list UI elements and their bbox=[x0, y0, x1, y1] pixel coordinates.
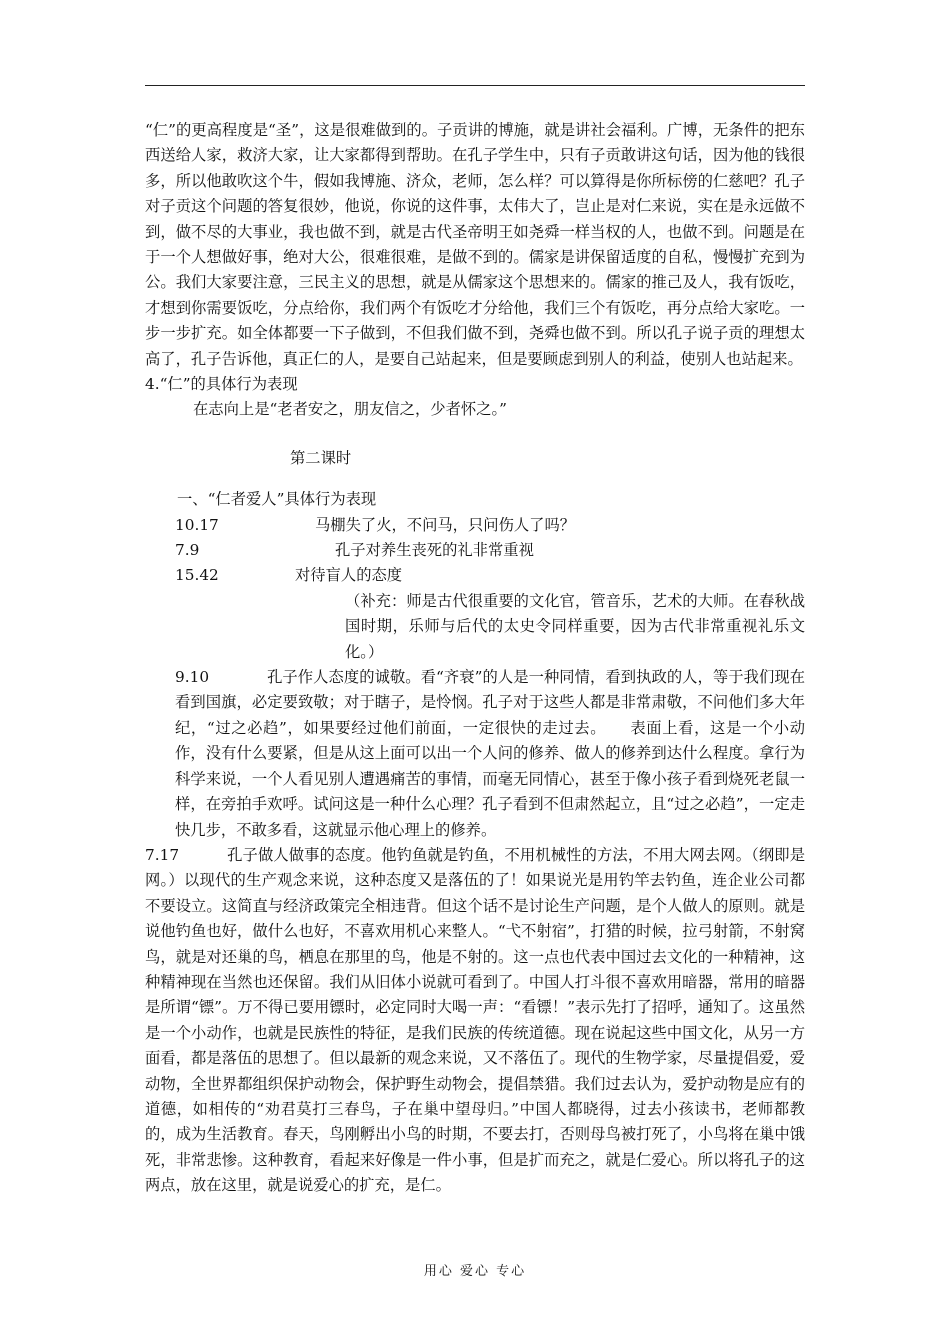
citation-text: 马棚失了火，不问马，只问伤人了吗？ bbox=[315, 515, 576, 534]
citation-ref: 15.42 bbox=[175, 566, 219, 585]
citation-text: 孔子作人态度的诚敬。看“齐衰”的人是一种同情，看到执政的人，等于我们现在看到国旗，必定要致敬；对于瞎子，是怜悯。孔子对于这些人都是非常肃敬，不问他们多大年纪，“过之必趋”，如果要经过他们前面，一定很快的走过去。 表面上看，这是一个小动作，没有什么要紧，但是从这上面可以出一个人问的修养、做人的修养到达什么程度。拿行为科学来说，一个人看见别人遭遇痛苦的事情，而毫无同情心，甚至于像小孩子看到烧死老鼠一样，在旁拍手欢呼。试问这是一种什么心理？孔子看到不但肃然起立，且“过之必趋”，一定走快几步，不敢多看，这就显示他心理上的修养。 bbox=[175, 668, 805, 839]
page-footer: 用心 爱心 专心 bbox=[423, 1264, 527, 1279]
document-body bbox=[145, 118, 805, 1199]
paragraph-zhixiang: 在志向上是“老者安之，朋友信之，少者怀之。” bbox=[193, 400, 507, 419]
citation-ref: 9.10 bbox=[175, 668, 210, 687]
list-item bbox=[145, 563, 805, 588]
citation-text: 孔子做人做事的态度。他钓鱼就是钓鱼，不用机械性的方法，不用大网去网。（纲即是网。）以现代的生产观念来说，这种态度又是落伍的了！如果说光是用钓竿去钓鱼，连企业公司都不要设立。这简直与经济政策完全相违背。但这个话不是讨论生产问题，是个人做人的原则。就是说他钓鱼也好，做什么也好，不喜欢用机心来整人。“弋不射宿”，打猎的时候，拉弓射箭，不射窝鸟，就是对还巢的鸟，栖息在那里的鸟，他是不射的。这一点也代表中国过去文化的一种精神，这种精神现在当然也还保留。我们从旧体小说就可看到了。中国人打斗很不喜欢用暗器，常用的暗器是所谓“镖”。万不得已要用镖时，必定同时大喝一声：“看镖！”表示先打了招呼，通知了。这虽然是一个小动作，也就是民族性的特征，是我们民族的传统道德。现在说起这些中国文化，从另一方面看，都是落伍的思想了。但以最新的观念来说，又不落伍了。现代的生物学家，尽量提倡爱，爱动物，全世界都组织保护动物会，保护野生动物会，提倡禁猎。我们过去认为，爱护动物是应有的道德，如相传的“劝君莫打三春鸟，子在巢中望母归。”中国人都晓得，过去小孩读书，老师都教的，成为生活教育。春天，鸟刚孵出小鸟的时期，不要去打，否则母鸟被打死了，小鸟将在巢中饿死，非常悲惨。这种教育，看起来好像是一件小事，但是扩而充之，就是仁爱心。所以将孔子的这两点，放在这里，就是说爱心的扩充，是仁。 bbox=[145, 845, 805, 1195]
paragraph-7-17 bbox=[145, 843, 805, 1199]
paragraph-9-10 bbox=[145, 665, 805, 843]
list-item bbox=[145, 513, 805, 538]
citation-ref: 7.9 bbox=[175, 541, 200, 560]
section-heading-1: 一、“仁者爱人”具体行为表现 bbox=[177, 490, 377, 509]
lesson-title: 第二课时 bbox=[290, 448, 352, 467]
paragraph-ren-sheng: “仁”的更高程度是“圣”，这是很难做到的。子贡讲的博施，就是讲社会福利。广博，无条件的把东西送给人家，救济大家，让大家都得到帮助。在孔子学生中，只有子贡敢讲这句话，因为他的钱很多，所以他敢吹这个牛，假如我博施、济众，老师，怎么样？可以算得是你所标傍的仁慈吧？孔子对子贡这个问题的答复很妙，他说，你说的这件事，太伟大了，岂止是对仁来说，实在是永远做不到，做不尽的大事业，我也做不到，就是古代圣帝明王如尧舜一样当权的人，也做不到。问题是在于一个人想做好事，绝对大公，很难很难，是做不到的。儒家是讲保留适度的自私，慢慢扩充到为公。我们大家要注意，三民主义的思想，就是从儒家这个思想来的。儒家的推己及人，我有饭吃，才想到你需要饭吃，分点给你，我们两个有饭吃才分给他，我们三个有饭吃，再分点给大家吃。一步一步扩充。如全体都要一下子做到，不但我们做不到，尧舜也做不到。所以孔子说子贡的理想太高了，孔子告诉他，真正仁的人，是要自己站起来，但是要顾虑到别人的利益，使别人也站起来。 bbox=[145, 121, 805, 368]
citation-text: 孔子对养生丧死的礼非常重视 bbox=[335, 541, 534, 560]
list-item bbox=[145, 538, 805, 563]
header-rule bbox=[145, 85, 805, 86]
citation-text: 对待盲人的态度 bbox=[295, 566, 403, 585]
citation-ref: 10.17 bbox=[175, 515, 219, 534]
citation-ref: 7.17 bbox=[145, 845, 180, 864]
supplement-note: （补充：师是古代很重要的文化官，管音乐，艺术的大师。在春秋战国时期，乐师与后代的太史令同样重要，因为古代非常重视礼乐文化。） bbox=[345, 591, 805, 661]
heading-4: 4.“仁”的具体行为表现 bbox=[145, 375, 298, 394]
